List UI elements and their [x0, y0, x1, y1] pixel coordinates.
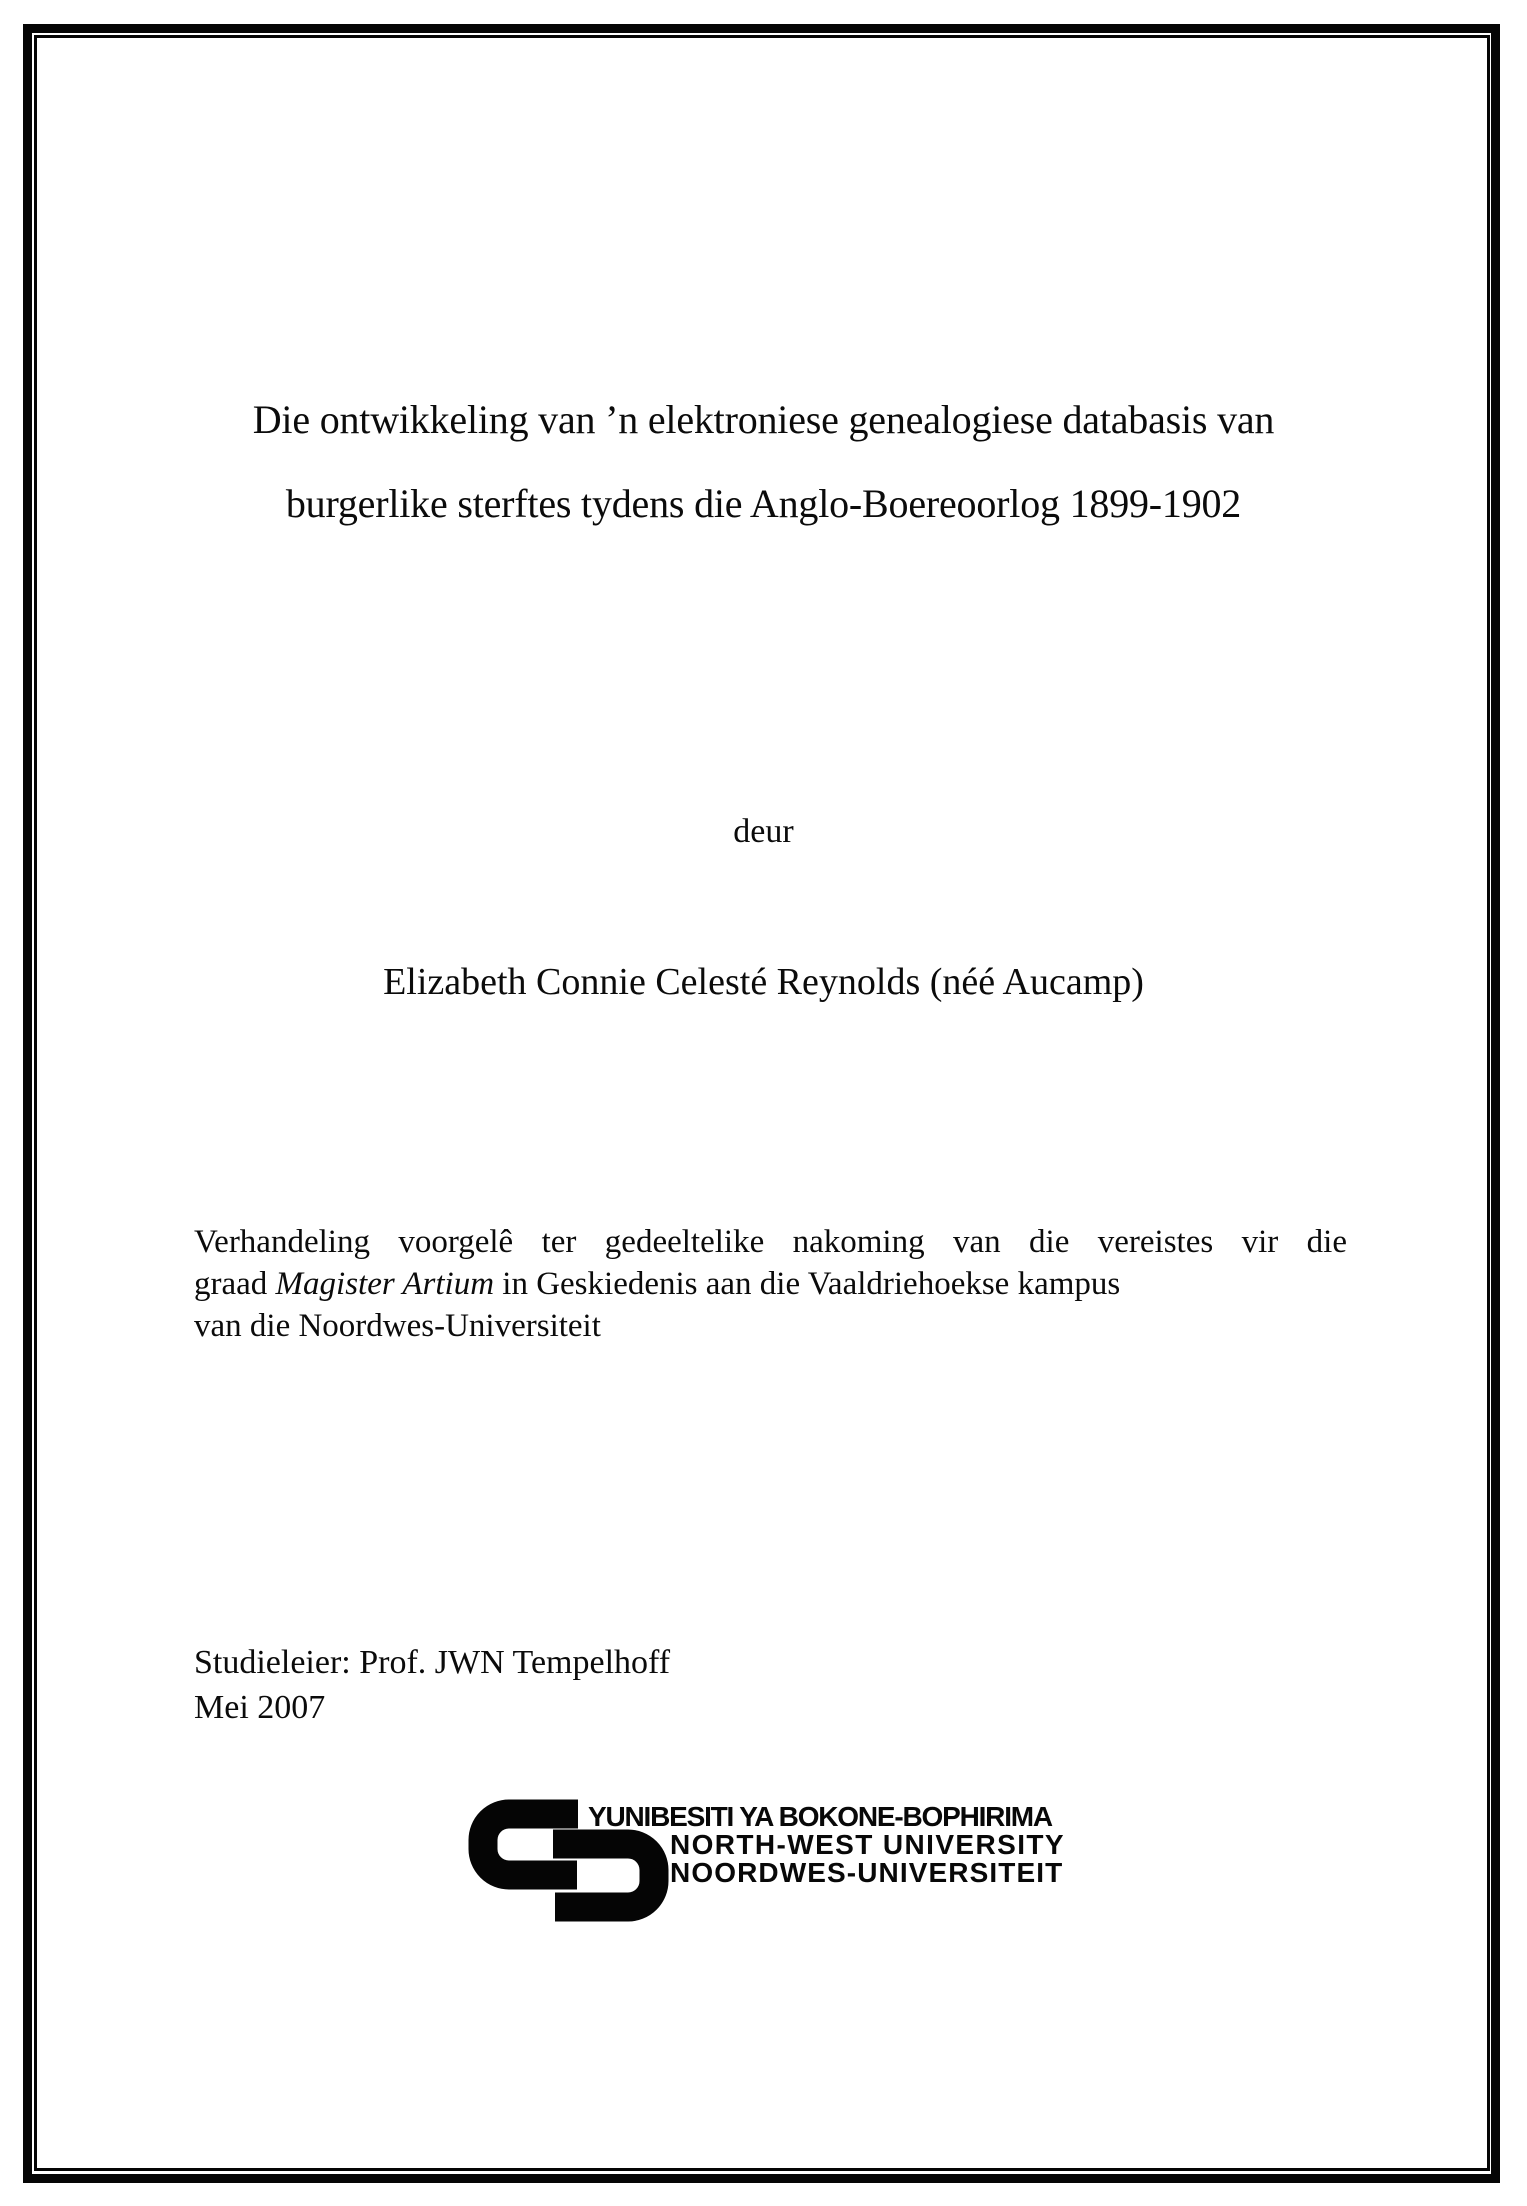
- wordmark-english: NORTH-WEST UNIVERSITY: [670, 1829, 1065, 1860]
- degree-statement-line1: Verhandeling voorgelê ter gedeeltelike nakoming van die vereistes vir die: [194, 1224, 1347, 1260]
- degree-statement-line2: [194, 1263, 1347, 1305]
- university-wordmark: [588, 1803, 1065, 1887]
- wordmark-setswana: YUNIBESITI YA BOKONE-BOPHIRIMA: [588, 1801, 1052, 1832]
- supervisor-block: [194, 1640, 670, 1730]
- thesis-title: [90, 378, 1437, 546]
- university-logo: [467, 1797, 1087, 1929]
- thesis-title-line1: Die ontwikkeling van ’n elektroniese genealogiese databasis van: [252, 397, 1275, 442]
- degree-name-italic: Magister Artium: [275, 1266, 495, 1302]
- supervisor-line: Studieleier: Prof. JWN Tempelhoff: [194, 1644, 671, 1681]
- degree-statement-line3: van die Noordwes-Universiteit: [194, 1308, 601, 1344]
- thesis-title-line2: burgerlike sterftes tydens die Anglo-Boereoorlog 1899-1902: [285, 481, 1242, 526]
- degree-statement-line2-post: in Geskiedenis aan die Vaaldriehoekse kampus: [494, 1266, 1121, 1302]
- byline-deur: deur: [733, 813, 794, 850]
- wordmark-afrikaans: NOORDWES-UNIVERSITEIT: [670, 1857, 1064, 1888]
- date-line: Mei 2007: [194, 1689, 326, 1726]
- author-name: Elizabeth Connie Celesté Reynolds (néé Aucamp): [383, 961, 1144, 1003]
- degree-statement-line2-pre: graad: [194, 1266, 276, 1302]
- degree-statement: [194, 1221, 1347, 1347]
